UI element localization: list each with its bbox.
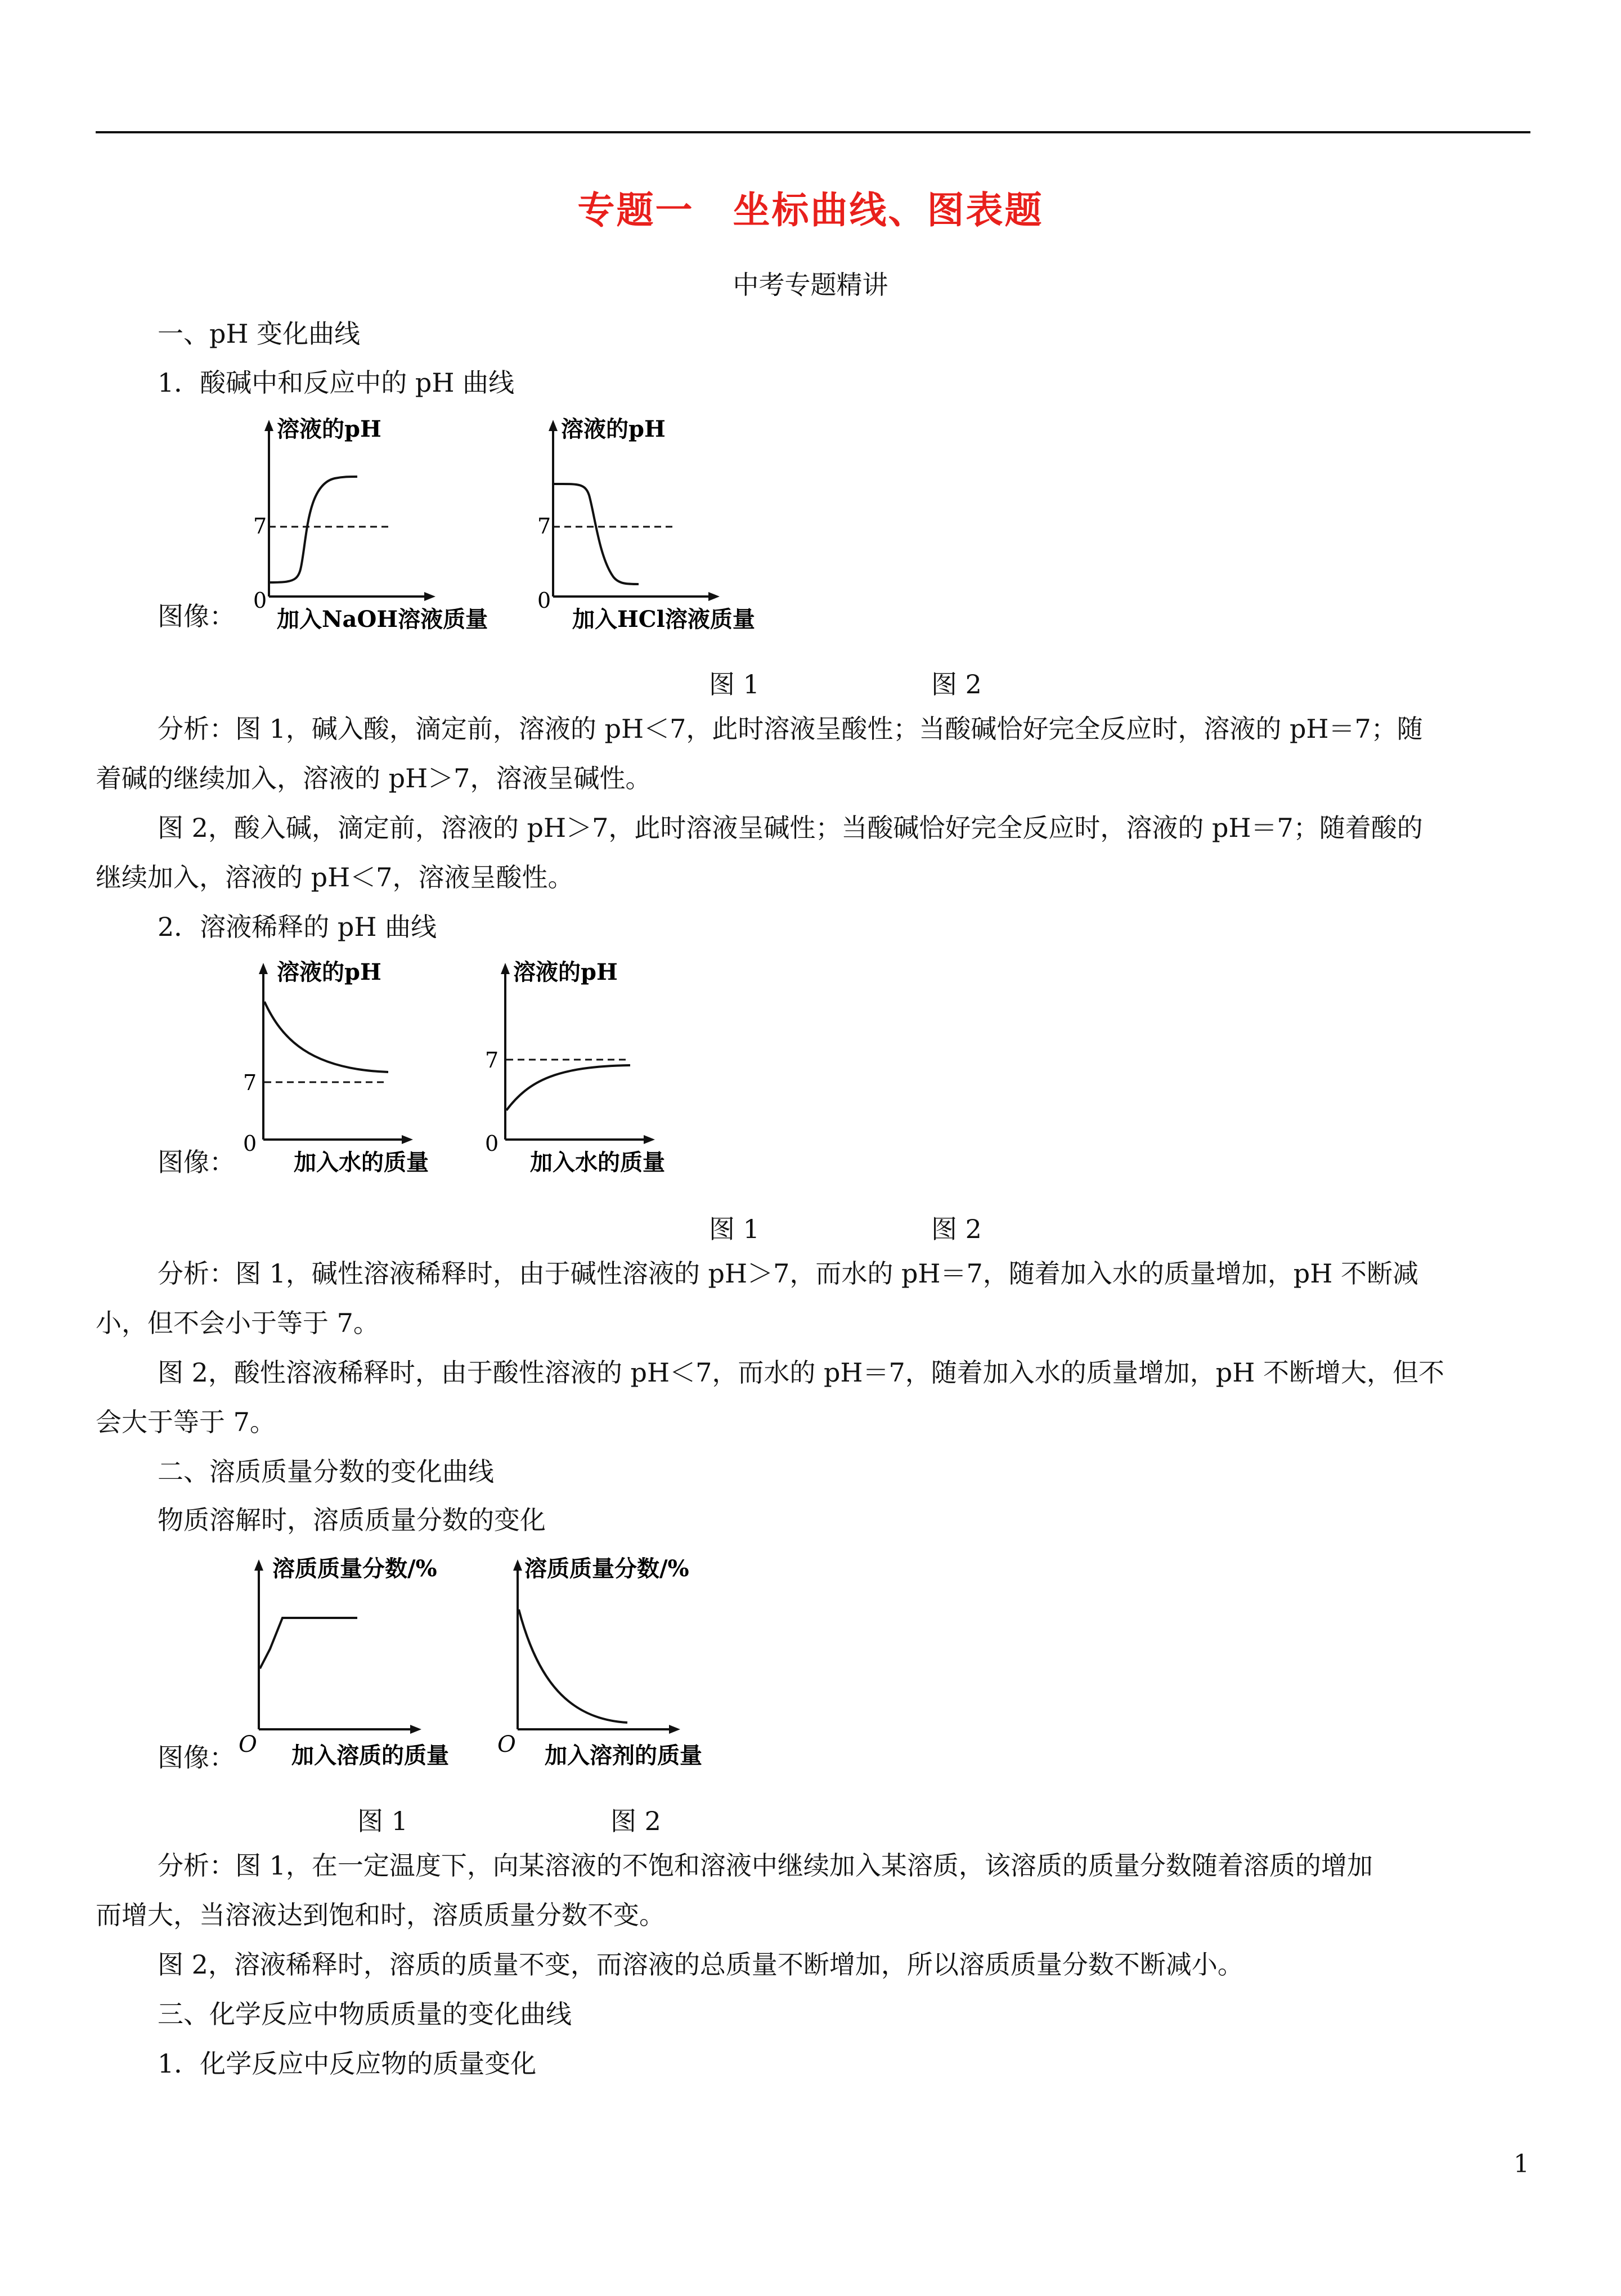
header-rule [96,131,1530,133]
section1-sub1-heading: 1．酸碱中和反应中的 pH 曲线 [158,367,515,398]
analysis-line: 小，但不会小于等于 7。 [96,1308,379,1338]
origin-label: 0 [243,1131,257,1156]
page-title: 专题一 坐标曲线、图表题 [577,188,1044,232]
analysis-line: 着碱的继续加入，溶液的 pH＞7，溶液呈碱性。 [96,763,652,793]
tick-7: 7 [485,1048,499,1073]
analysis-line: 分析：图 1，在一定温度下，向某溶液的不饱和溶液中继续加入某溶质，该溶质的质量分数随着溶质的增加 [158,1850,1373,1881]
section2-intro: 物质溶解时，溶质质量分数的变化 [158,1505,546,1535]
page-number: 1 [1514,2150,1529,2178]
analysis-line: 而增大，当溶液达到饱和时，溶质质量分数不变。 [96,1900,665,1930]
x-axis-label: 加入水的质量 [530,1149,665,1176]
x-axis-label: 加入NaOH溶液质量 [277,606,488,633]
y-axis-label: 溶液的pH [561,416,666,442]
figure-caption-2: 图 2 [931,1214,982,1244]
analysis-line: 分析：图 1，碱入酸，滴定前，溶液的 pH＜7，此时溶液呈酸性；当酸碱恰好完全反应时，溶液的 pH＝7；随 [158,714,1423,744]
y-axis-label: 溶液的pH [513,959,618,985]
x-axis-label: 加入水的质量 [294,1149,429,1176]
image-label: 图像： [158,1742,235,1773]
figure-neutralization-1 [236,416,529,644]
section1-sub2-heading: 2．溶液稀释的 pH 曲线 [158,912,437,942]
tick-7: 7 [243,1070,257,1095]
y-axis-label: 溶质质量分数/% [524,1556,689,1582]
origin-label: O [497,1732,516,1757]
section3-heading: 三、化学反应中物质质量的变化曲线 [158,1999,572,2029]
origin-label: 0 [537,588,551,613]
analysis-line: 会大于等于 7。 [96,1407,276,1437]
section3-sub1-heading: 1．化学反应中反应物的质量变化 [158,2048,537,2079]
figure-dilution-2 [473,959,765,1187]
analysis-line: 图 2，酸入碱，滴定前，溶液的 pH＞7，此时溶液呈碱性；当酸碱恰好完全反应时，溶液的 pH＝7；随着酸的 [158,813,1423,843]
page-subtitle: 中考专题精讲 [733,270,888,300]
y-axis-label: 溶质质量分数/% [272,1556,437,1582]
figure-caption-1: 图 1 [709,669,760,699]
x-axis-label: 加入HCl溶液质量 [572,606,755,633]
origin-label: O [239,1732,257,1757]
tick-7: 7 [253,514,267,539]
figure-caption-2: 图 2 [931,669,982,699]
figure-caption-2: 图 2 [610,1806,661,1836]
section2-heading: 二、溶质质量分数的变化曲线 [158,1456,494,1487]
x-axis-label: 加入溶质的质量 [291,1742,449,1769]
analysis-line: 图 2，酸性溶液稀释时，由于酸性溶液的 pH＜7，而水的 pH＝7，随着加入水的质量增加，pH 不断增大，但不 [158,1357,1444,1388]
analysis-line: 继续加入，溶液的 pH＜7，溶液呈酸性。 [96,862,574,893]
y-axis-label: 溶液的pH [277,416,381,442]
image-label: 图像： [158,601,235,631]
analysis-line: 分析：图 1，碱性溶液稀释时，由于碱性溶液的 pH＞7，而水的 pH＝7，随着加入水的质量增加，pH 不断减 [158,1258,1418,1289]
section1-heading: 一、pH 变化曲线 [158,319,361,349]
figure-caption-1: 图 1 [709,1214,760,1244]
figure-neutralization-2 [520,416,813,644]
image-label: 图像： [158,1147,235,1177]
analysis-line: 图 2，溶液稀释时，溶质的质量不变，而溶液的总质量不断增加，所以溶质质量分数不断减小。 [158,1949,1243,1980]
y-axis-label: 溶液的pH [277,959,381,985]
origin-label: 0 [485,1131,499,1156]
figure-mass-fraction-1 [231,1556,501,1783]
x-axis-label: 加入溶剂的质量 [545,1742,702,1769]
origin-label: 0 [253,588,267,613]
tick-7: 7 [537,514,551,539]
figure-mass-fraction-2 [490,1556,760,1783]
figure-caption-1: 图 1 [357,1806,408,1836]
